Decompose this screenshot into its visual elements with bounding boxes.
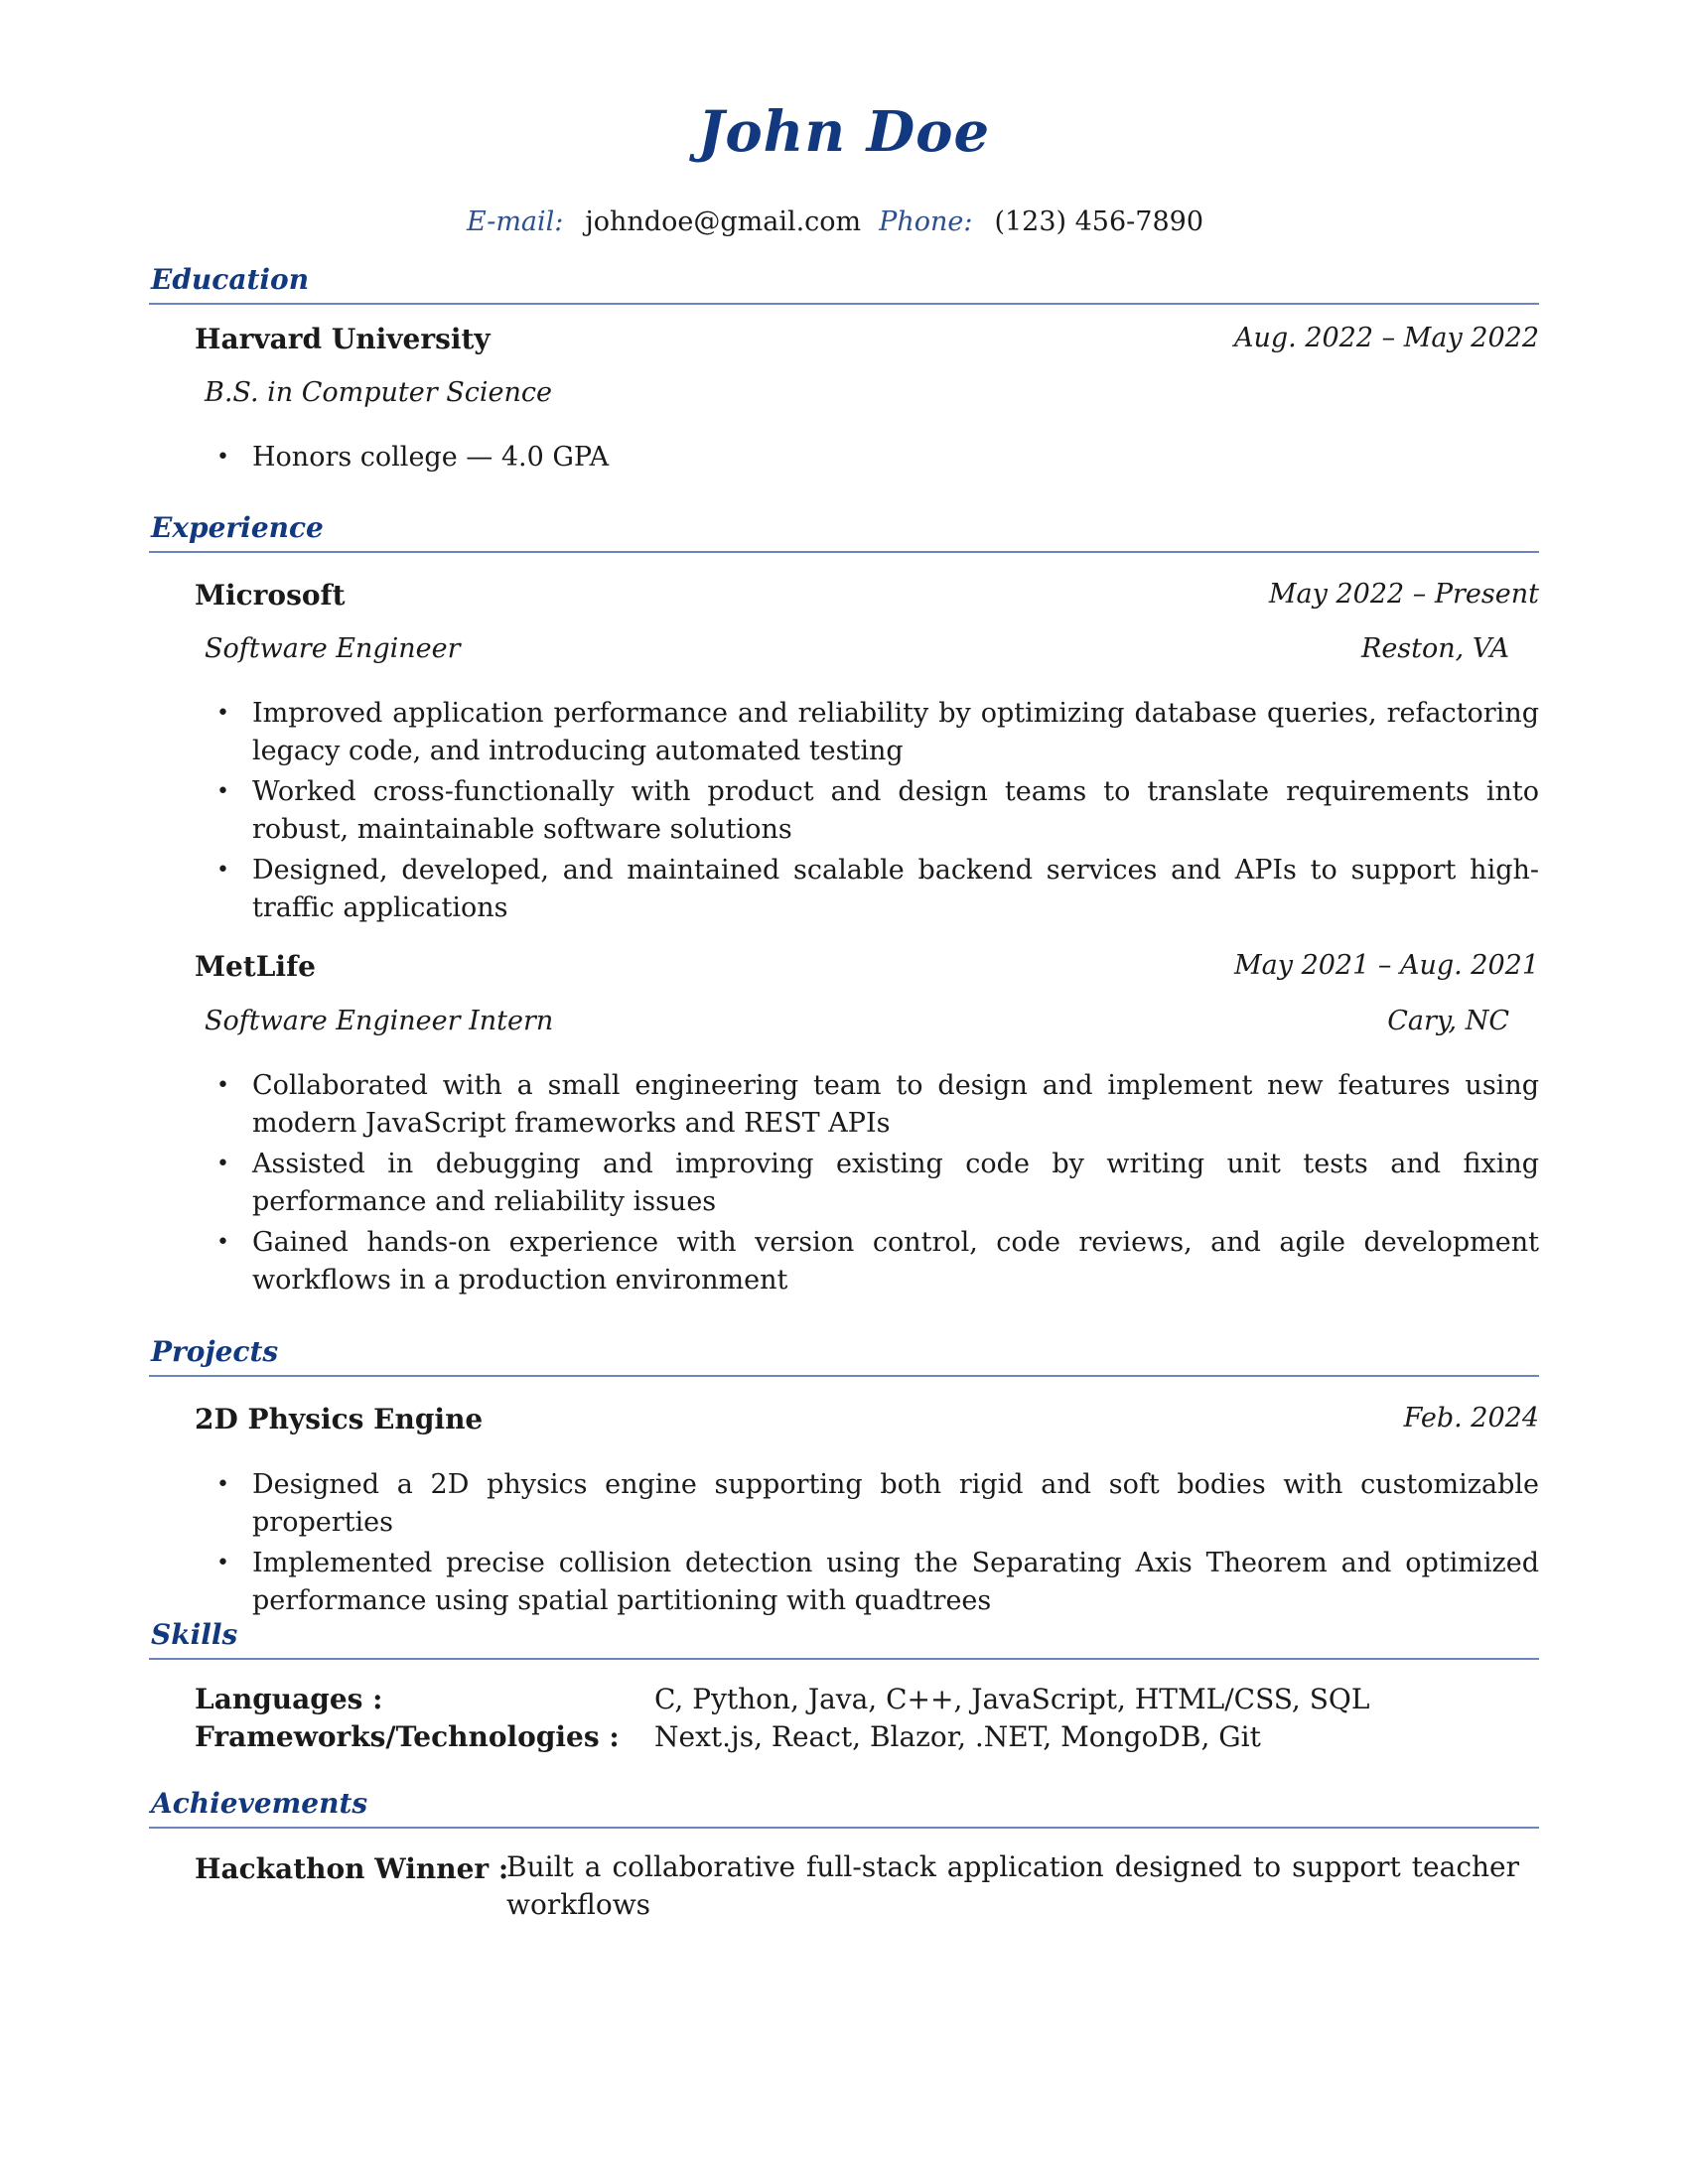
list-item: • Worked cross-functionally with product and design teams to translate requirements into robust, maintainable software solutions xyxy=(205,773,1539,849)
education-bullets xyxy=(205,439,1539,479)
bullet-icon: • xyxy=(216,701,229,726)
list-item: • Implemented precise collision detection using the Separating Axis Theorem and optimized performance using spatial partitioning with quadtrees xyxy=(205,1545,1539,1620)
list-item: • Designed, developed, and maintained scalable backend services and APIs to support high-traffic applications xyxy=(205,852,1539,927)
education-dates: Aug. 2022 – May 2022 xyxy=(1233,323,1539,353)
bullet-icon: • xyxy=(216,1152,229,1176)
project-date: Feb. 2024 xyxy=(1403,1403,1539,1433)
projects-section xyxy=(149,1335,1539,1377)
bullet-icon: • xyxy=(216,445,229,470)
project-name: 2D Physics Engine xyxy=(195,1403,484,1435)
bullet-icon: • xyxy=(216,858,229,883)
section-title-skills: Skills xyxy=(149,1618,1539,1660)
education-section xyxy=(149,263,1539,305)
skill-label: Languages : xyxy=(195,1683,383,1715)
company-name: MetLife xyxy=(195,950,316,983)
job-location: Cary, NC xyxy=(1387,1006,1509,1036)
skill-value: Next.js, React, Blazor, .NET, MongoDB, Git xyxy=(654,1720,1261,1753)
list-item: • Designed a 2D physics engine supporting both rigid and soft bodies with customizable properties xyxy=(205,1466,1539,1542)
school-name: Harvard University xyxy=(195,323,491,355)
bullet-icon: • xyxy=(216,1230,229,1255)
experience-bullets-microsoft xyxy=(205,695,1539,930)
section-title-experience: Experience xyxy=(149,511,1539,553)
section-title-education: Education xyxy=(149,263,1539,305)
achievement-label: Hackathon Winner : xyxy=(195,1852,509,1885)
email-label: E-mail: xyxy=(467,206,564,237)
skills-section xyxy=(149,1618,1539,1660)
job-title: Software Engineer Intern xyxy=(205,1006,554,1036)
list-item: • Gained hands-on experience with version control, code reviews, and agile development workflows in a production environment xyxy=(205,1224,1539,1299)
resume-name: John Doe xyxy=(697,99,991,165)
bullet-icon: • xyxy=(216,1073,229,1098)
skill-value: C, Python, Java, C++, JavaScript, HTML/CSS, SQL xyxy=(654,1683,1370,1715)
achievement-description: Built a collaborative full-stack application designed to support teacher workflows xyxy=(506,1850,1519,1921)
experience-section xyxy=(149,511,1539,553)
bullet-icon: • xyxy=(216,779,229,804)
list-item: • Honors college — 4.0 GPA xyxy=(205,439,1539,477)
list-item: • Assisted in debugging and improving existing code by writing unit tests and fixing performance and reliability issues xyxy=(205,1146,1539,1221)
achievements-section xyxy=(149,1787,1539,1829)
experience-bullets-metlife xyxy=(205,1067,1539,1302)
section-title-achievements: Achievements xyxy=(149,1787,1539,1829)
section-title-projects: Projects xyxy=(149,1335,1539,1377)
phone-label: Phone: xyxy=(879,206,973,237)
degree: B.S. in Computer Science xyxy=(205,377,552,408)
experience-dates: May 2021 – Aug. 2021 xyxy=(1233,950,1539,981)
bullet-icon: • xyxy=(216,1472,229,1497)
job-title: Software Engineer xyxy=(205,633,461,664)
experience-dates: May 2022 – Present xyxy=(1268,579,1539,610)
project-bullets xyxy=(205,1466,1539,1623)
phone-value[interactable]: (123) 456-7890 xyxy=(994,206,1203,237)
list-item: • Collaborated with a small engineering team to design and implement new features using modern JavaScript frameworks and REST APIs xyxy=(205,1067,1539,1143)
list-item: • Improved application performance and reliability by optimizing database queries, refactoring legacy code, and introducing automated testing xyxy=(205,695,1539,770)
skill-label: Frameworks/Technologies : xyxy=(195,1720,620,1753)
email-value[interactable]: johndoe@gmail.com xyxy=(585,206,862,237)
job-location: Reston, VA xyxy=(1361,633,1509,664)
contact-line xyxy=(149,206,1539,237)
company-name: Microsoft xyxy=(195,579,346,612)
bullet-icon: • xyxy=(216,1551,229,1575)
